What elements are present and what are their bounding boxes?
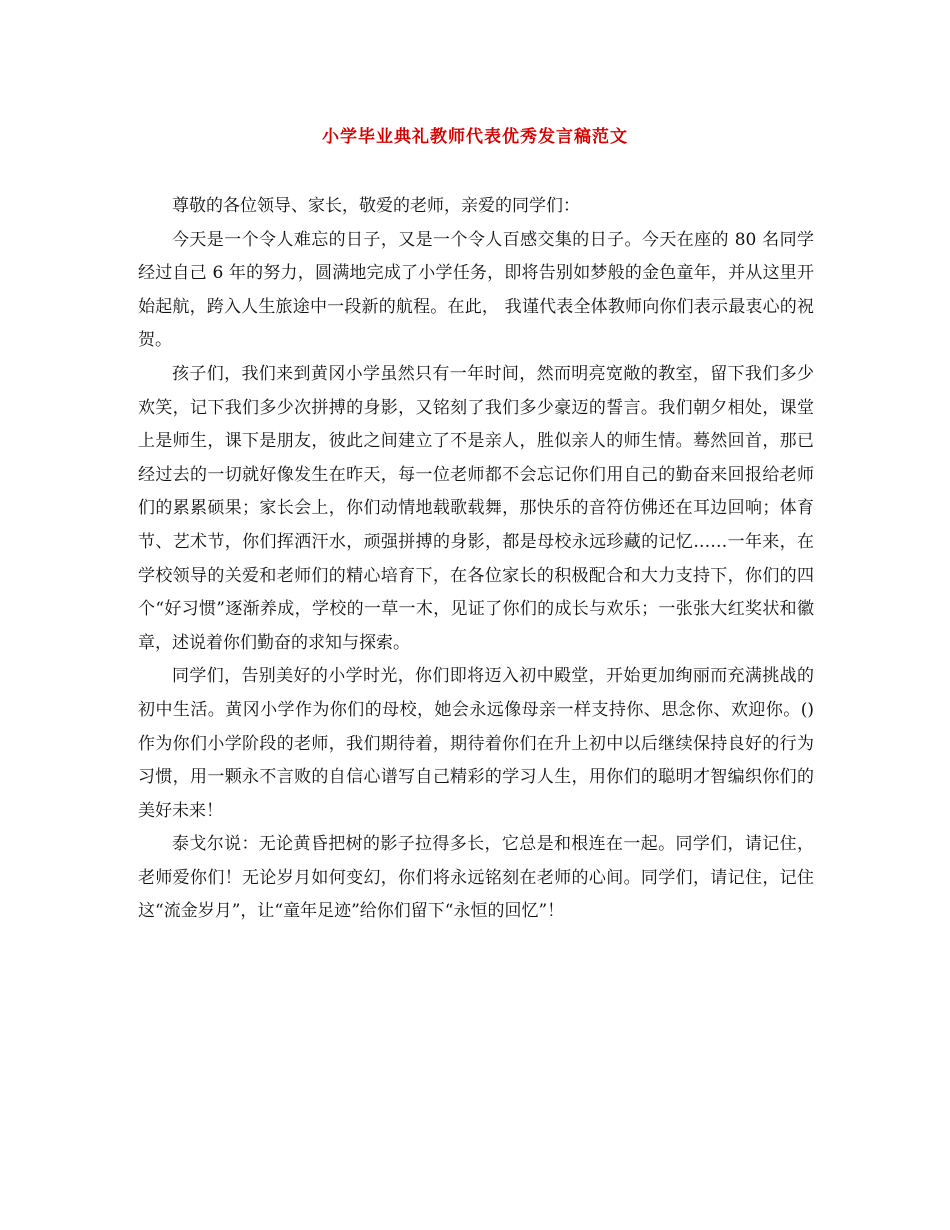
paragraph-greeting: 尊敬的各位领导、家长，敬爱的老师，亲爱的同学们：	[172, 196, 580, 216]
document-body	[138, 190, 814, 929]
paragraph-memories: 孩子们，我们来到黄冈小学虽然只有一年时间，然而明亮宽敞的教室，留下我们多少欢笑，记下我们多少次拼搏的身影，又铭刻了我们多少豪迈的誓言。我们朝夕相处，课堂上是师生，课下是朋友，彼此之间建立了不是亲人，胜似亲人的师生情。蓦然回首，那已经过去的一切就好像发生在昨天，每一位老师都不会忘记你们用自己的勤奋来回报给老师们的累累硕果；家长会上，你们动情地载歌载舞，那快乐的音符仿佛还在耳边回响；体育节、艺术节，你们挥洒汗水，顽强拼搏的身影，都是母校永远珍藏的记忆……一年来，在学校领导的关爱和老师们的精心培育下，在各位家长的积极配合和大力支持下，你们的四个“好习惯”逐渐养成，学校的一草一木，见证了你们的成长与欢乐；一张张大红奖状和徽章，述说着你们勤奋的求知与探索。	[138, 363, 814, 653]
paragraph-farewell: 同学们，告别美好的小学时光，你们即将迈入初中殿堂，开始更加绚丽而充满挑战的初中生活。黄冈小学作为你们的母校，她会永远像母亲一样支持你、思念你、欢迎你。()作为你们小学阶段的老师，我们期待着，期待着你们在升上初中以后继续保持良好的行为习惯，用一颗永不言败的自信心谱写自己精彩的学习人生，用你们的聪明才智编织你们的美好未来！	[138, 666, 814, 821]
paragraph-opening: 今天是一个令人难忘的日子，又是一个令人百感交集的日子。今天在座的 80 名同学经过自己 6 年的努力，圆满地完成了小学任务，即将告别如梦般的金色童年，并从这里开始起航，跨入人生旅途中一段新的航程。在此， 我谨代表全体教师向你们表示最衷心的祝贺。	[138, 229, 814, 351]
document-title: 小学毕业典礼教师代表优秀发言稿范文	[322, 127, 628, 147]
paragraph-closing: 泰戈尔说：无论黄昏把树的影子拉得多长，它总是和根连在一起。同学们，请记住，老师爱你们！无论岁月如何变幻，你们将永远铭刻在老师的心间。同学们，请记住，记住这“流金岁月”，让“童年足迹”给你们留下“永恒的回忆”！	[138, 834, 814, 922]
